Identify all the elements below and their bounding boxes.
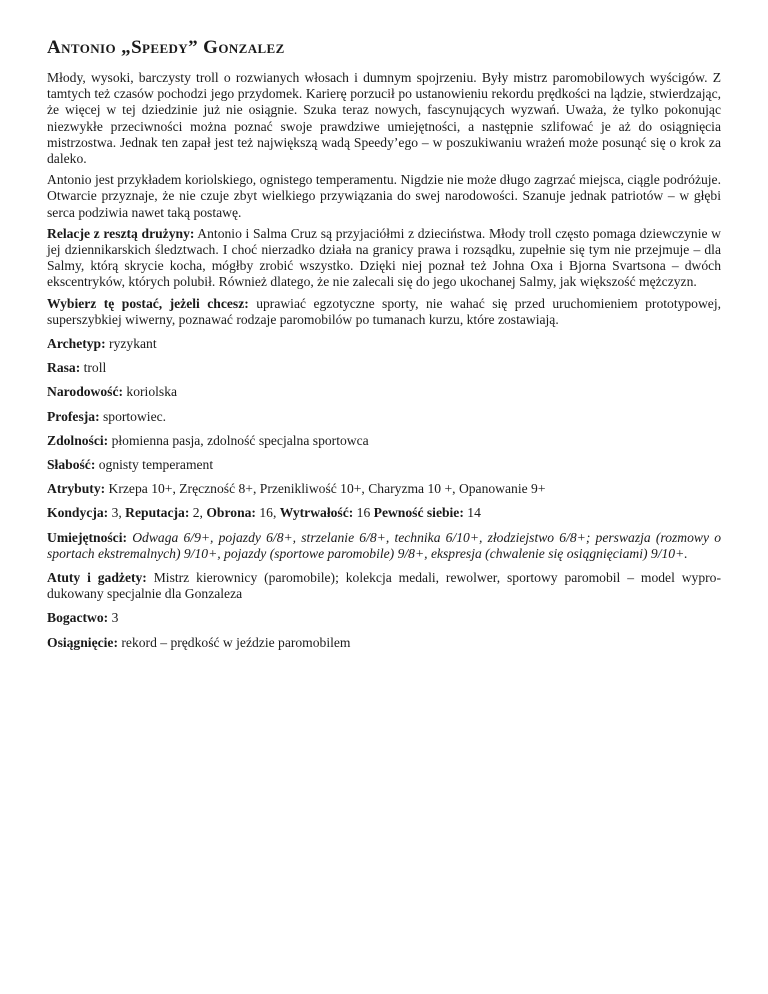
reputation-value: 2, xyxy=(189,505,207,521)
skills-paragraph xyxy=(47,530,721,562)
abilities-label: Zdolności: xyxy=(47,432,109,448)
relations-text: Antonio i Salma Cruz są przyjaciółmi z dzieciństwa. Młody troll często pomaga dziewczynie w jej dziennikarskich śledztwach. I choć nierzadko działa na granicy prawa i rozsądku, zupełnie się tym nie przejmuje – dla Salmy, którą skrycie kocha, mógłby zrobić wszystko. Dzięki niej poznał też Johna Oxa i Bjorna Svartsona – dwóch ekscentryków, których polubił. Również dlatego, że nie zalecali się do jego ukochanej Salmy, jak większość mężczyzn. xyxy=(47,225,721,290)
character-name: Antonio „Speedy” Gonzalez xyxy=(47,37,285,58)
profession-line xyxy=(47,409,721,425)
wealth-label: Bogactwo: xyxy=(47,610,109,626)
abilities-line xyxy=(47,433,721,449)
defense-label: Obrona: xyxy=(206,505,256,521)
confidence-value: 14 xyxy=(463,505,481,521)
perks-paragraph xyxy=(47,570,721,602)
character-sheet xyxy=(47,36,721,659)
attributes-label: Atrybuty: xyxy=(47,481,106,497)
description-paragraph-1: Młody, wysoki, barczysty troll o rozwianych włosach i dumnym spojrzeniu. Były mistrz paromobilowych wyścigów. Z tamtych też czasów pochodzi jego przydomek. Karierę porzucił po ustanowieniu rekordu prędkości na lądzie, stwierdzając, że więcej w tej dziedzinie już nie osiągnie. Szuka teraz nowych, fascynujących wyzwań. Uważa, że tylko pokonując niezwykłe przeciwności można poznać swoje prawdziwe umiejętności, a następnie szlifować je aż do osiągnięcia mistrzostwa. Jednak ten zapał jest też największą wadą Speedy’ego – w poszukiwaniu wrażeń może posunąć się o krok za daleko. xyxy=(47,70,721,167)
attributes-value: Krzepa 10+, Zręczność 8+, Przenikliwość 10+, Charyzma 10 +, Opanowanie 9+ xyxy=(105,481,546,497)
perks-label: Atuty i gadżety: xyxy=(47,570,147,586)
race-line xyxy=(47,360,721,376)
condition-value: 3, xyxy=(108,505,126,521)
weakness-line xyxy=(47,457,721,473)
defense-value: 16, xyxy=(255,505,280,521)
perks-value: Mistrz kierownicy (paromobile); kolekcja medali, rewolwer, sportowy paromobil – model wyprodukowany specjalnie dla Gonzaleza xyxy=(47,570,722,602)
weakness-value: ognisty temperament xyxy=(95,457,214,473)
attributes-line xyxy=(47,481,721,497)
description-paragraph-2: Antonio jest przykładem koriolskiego, ognistego temperamentu. Nigdzie nie może długo zagrzać miejsca, ciągle podróżuje. Otwarcie przyznaje, że nie czuje zbyt wielkiego przywiązania do swej narodowości. Szanuje jednak patriotów – w głębi serca podziwia nawet taką postawę. xyxy=(47,172,721,220)
abilities-value: płomienna pasja, zdolność specjalna sportowca xyxy=(108,432,369,448)
weakness-label: Słabość: xyxy=(47,457,96,473)
choose-paragraph xyxy=(47,296,721,328)
condition-label: Kondycja: xyxy=(47,505,109,521)
archetype-label: Archetyp: xyxy=(47,336,106,352)
reputation-label: Reputacja: xyxy=(125,505,190,521)
achievement-label: Osiągnięcie: xyxy=(47,634,118,650)
wealth-line xyxy=(47,610,721,626)
nationality-line xyxy=(47,384,721,400)
achievement-line xyxy=(47,635,721,651)
skills-value: Odwaga 6/9+, pojazdy 6/8+, strzelanie 6/8+, technika 6/10+, złodziejstwo 6/8+; perswazja (rozmowy o sportach ekstremalnych) 9/10+, pojazdy (sportowe paromobile) 9/8+, ekspresja (chwalenie się osiągnięciami) 9/10+. xyxy=(47,529,721,561)
endurance-value: 16 xyxy=(353,505,374,521)
nationality-value: koriolska xyxy=(123,384,178,400)
achievement-value: rekord – prędkość w jeździe paromobilem xyxy=(117,634,351,650)
confidence-label: Pewność siebie: xyxy=(373,505,464,521)
endurance-label: Wytrwałość: xyxy=(279,505,354,521)
profession-label: Profesja: xyxy=(47,408,100,424)
race-label: Rasa: xyxy=(47,360,81,376)
archetype-line xyxy=(47,336,721,352)
choose-label: Wybierz tę postać, jeżeli chcesz: xyxy=(47,295,249,311)
relations-label: Relacje z resztą drużyny: xyxy=(47,225,195,241)
wealth-value: 3 xyxy=(108,610,119,626)
nationality-label: Narodowość: xyxy=(47,384,124,400)
race-value: troll xyxy=(80,360,107,376)
choose-text: uprawiać egzotyczne sporty, nie wahać się przed uruchomieniem prototypowej, superszybkiej wiwerny, poznawać rodzaje paromobilów po tumanach kurzu, które zostawiają. xyxy=(47,295,722,327)
derived-stats-line xyxy=(47,505,721,521)
skills-label: Umiejętności: xyxy=(47,529,128,545)
archetype-value: ryzykant xyxy=(105,336,157,352)
profession-value: sportowiec. xyxy=(99,408,167,424)
relations-paragraph xyxy=(47,226,721,291)
